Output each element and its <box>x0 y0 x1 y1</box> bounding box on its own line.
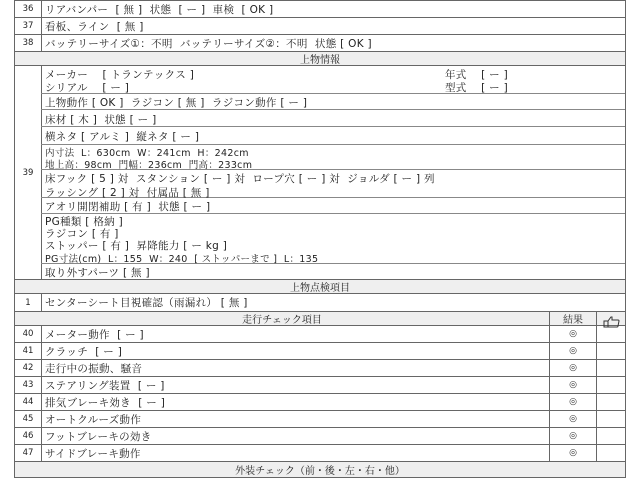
row-text: バッテリーサイズ①：不明 バッテリーサイズ②：不明 状態 [ OK ] <box>45 37 372 50</box>
icon-divider <box>596 326 597 342</box>
icon-divider <box>596 360 597 376</box>
inspection-header <box>14 280 626 294</box>
dims-block <box>41 145 625 170</box>
pg-type: PG種類 [ 格納 ] <box>45 216 123 228</box>
exterior-header <box>14 462 626 478</box>
row-text: クラッチ [ ー ] <box>45 345 123 358</box>
beam-block <box>41 127 625 145</box>
driving-header <box>15 312 549 325</box>
dims-line-2: 地上高：98cm 門幅：236cm 門高：233cm <box>45 160 253 171</box>
row-number: 47 <box>15 445 42 461</box>
driving-row <box>14 394 626 411</box>
row-number: 38 <box>15 35 42 51</box>
hooks-line-1: 床フック [ 5 ] 対 スタンション [ ー ] 対 ロープ穴 [ ー ] 対 ジョルダ [ ー ] 列 <box>45 173 435 185</box>
row-number: 41 <box>15 343 42 359</box>
gate-block <box>41 198 625 214</box>
driving-row <box>14 326 626 343</box>
pg-block <box>41 214 625 264</box>
result-mark: ◎ <box>569 431 577 441</box>
maker-block <box>41 66 625 94</box>
removable-parts: 取り外すパーツ [ 無 ] <box>45 267 150 279</box>
icon-divider <box>596 394 597 410</box>
result-title: 結果 <box>563 315 583 326</box>
hooks-line-2: ラッシング [ 2 ] 対 付属品 [ 無 ] <box>45 187 210 199</box>
row-number: 36 <box>15 1 42 17</box>
dims-line-1: 内寸法 L：630cm W：241cm H：242cm <box>45 148 249 159</box>
serial-line: シリアル [ ー ] <box>45 82 130 94</box>
row-text: リアバンパー [ 無 ] 状態 [ ー ] 車検 [ OK ] <box>45 3 274 16</box>
maker-line: メーカー [ トランテックス ] <box>45 69 195 81</box>
row-text: オートクルーズ動作 <box>45 413 142 426</box>
row-number: 46 <box>15 428 42 444</box>
driving-row <box>14 445 626 462</box>
driving-header-row <box>14 312 626 326</box>
row-number: 42 <box>15 360 42 376</box>
icon-divider <box>596 411 597 427</box>
inspection-sheet <box>14 0 626 480</box>
model-label: 型式 [ ー ] <box>445 82 509 94</box>
row-text: 排気ブレーキ効き [ ー ] <box>45 396 166 409</box>
row-39 <box>14 66 626 280</box>
row-text: 看板、ライン [ 無 ] <box>45 20 144 33</box>
icon-divider <box>596 428 597 444</box>
row-text: フットブレーキの効き <box>45 430 152 443</box>
row-text: 走行中の振動、騒音 <box>45 362 143 375</box>
driving-title: 走行チェック項目 <box>242 315 322 326</box>
removable-block <box>41 264 625 280</box>
result-mark: ◎ <box>569 448 577 458</box>
hooks-block <box>41 170 625 198</box>
row-text: ステアリング装置 [ ー ] <box>45 379 165 392</box>
upper-info-title: 上物情報 <box>300 55 340 66</box>
row-number: 1 <box>15 294 42 311</box>
result-mark: ◎ <box>569 397 577 407</box>
row-number: 43 <box>15 377 42 393</box>
driving-row <box>14 343 626 360</box>
year-label: 年式 [ ー ] <box>445 69 509 81</box>
pg-dims: PG寸法(cm) L：155 W：240 [ ストッパーまで ] L：135 <box>45 254 319 265</box>
row-number: 45 <box>15 411 42 427</box>
operation-block <box>41 94 625 110</box>
pg-stopper: ストッパー [ 有 ] 昇降能力 [ ー kg ] <box>45 240 228 252</box>
inspection-title: 上物点検項目 <box>290 283 350 294</box>
icon-divider <box>596 377 597 393</box>
result-mark: ◎ <box>569 363 577 373</box>
result-mark: ◎ <box>569 329 577 339</box>
row-number: 37 <box>15 18 42 34</box>
row-number: 39 <box>15 66 42 279</box>
floor-block <box>41 110 625 127</box>
result-header <box>550 312 596 325</box>
upper-info-header <box>14 52 626 66</box>
gate-line: アオリ開閉補助 [ 有 ] 状態 [ ー ] <box>45 201 211 213</box>
icon-divider <box>596 312 597 325</box>
floor-line: 床材 [ 木 ] 状態 [ ー ] <box>45 114 157 126</box>
row-number: 44 <box>15 394 42 410</box>
result-mark: ◎ <box>569 414 577 424</box>
row-text: メーター動作 [ ー ] <box>45 328 144 341</box>
beam-line: 横ネタ [ アルミ ] 縦ネタ [ ー ] <box>45 131 200 143</box>
icon-divider <box>596 445 597 461</box>
result-mark: ◎ <box>569 346 577 356</box>
driving-row <box>14 428 626 445</box>
icon-divider <box>596 343 597 359</box>
row-37 <box>14 18 626 35</box>
row-number: 40 <box>15 326 42 342</box>
row-38 <box>14 35 626 52</box>
operation-line: 上物動作 [ OK ] ラジコン [ 無 ] ラジコン動作 [ ー ] <box>45 97 308 109</box>
driving-row <box>14 411 626 428</box>
driving-row <box>14 360 626 377</box>
row-36 <box>14 0 626 18</box>
driving-row <box>14 377 626 394</box>
row-text: センターシート目視確認（雨漏れ） [ 無 ] <box>45 297 248 309</box>
exterior-title: 外装チェック（前・後・左・右・他） <box>235 466 405 477</box>
inspection-row-1 <box>14 294 626 312</box>
pg-radio: ラジコン [ 有 ] <box>45 228 119 240</box>
row-text: サイドブレーキ動作 <box>45 447 141 460</box>
result-mark: ◎ <box>569 380 577 390</box>
